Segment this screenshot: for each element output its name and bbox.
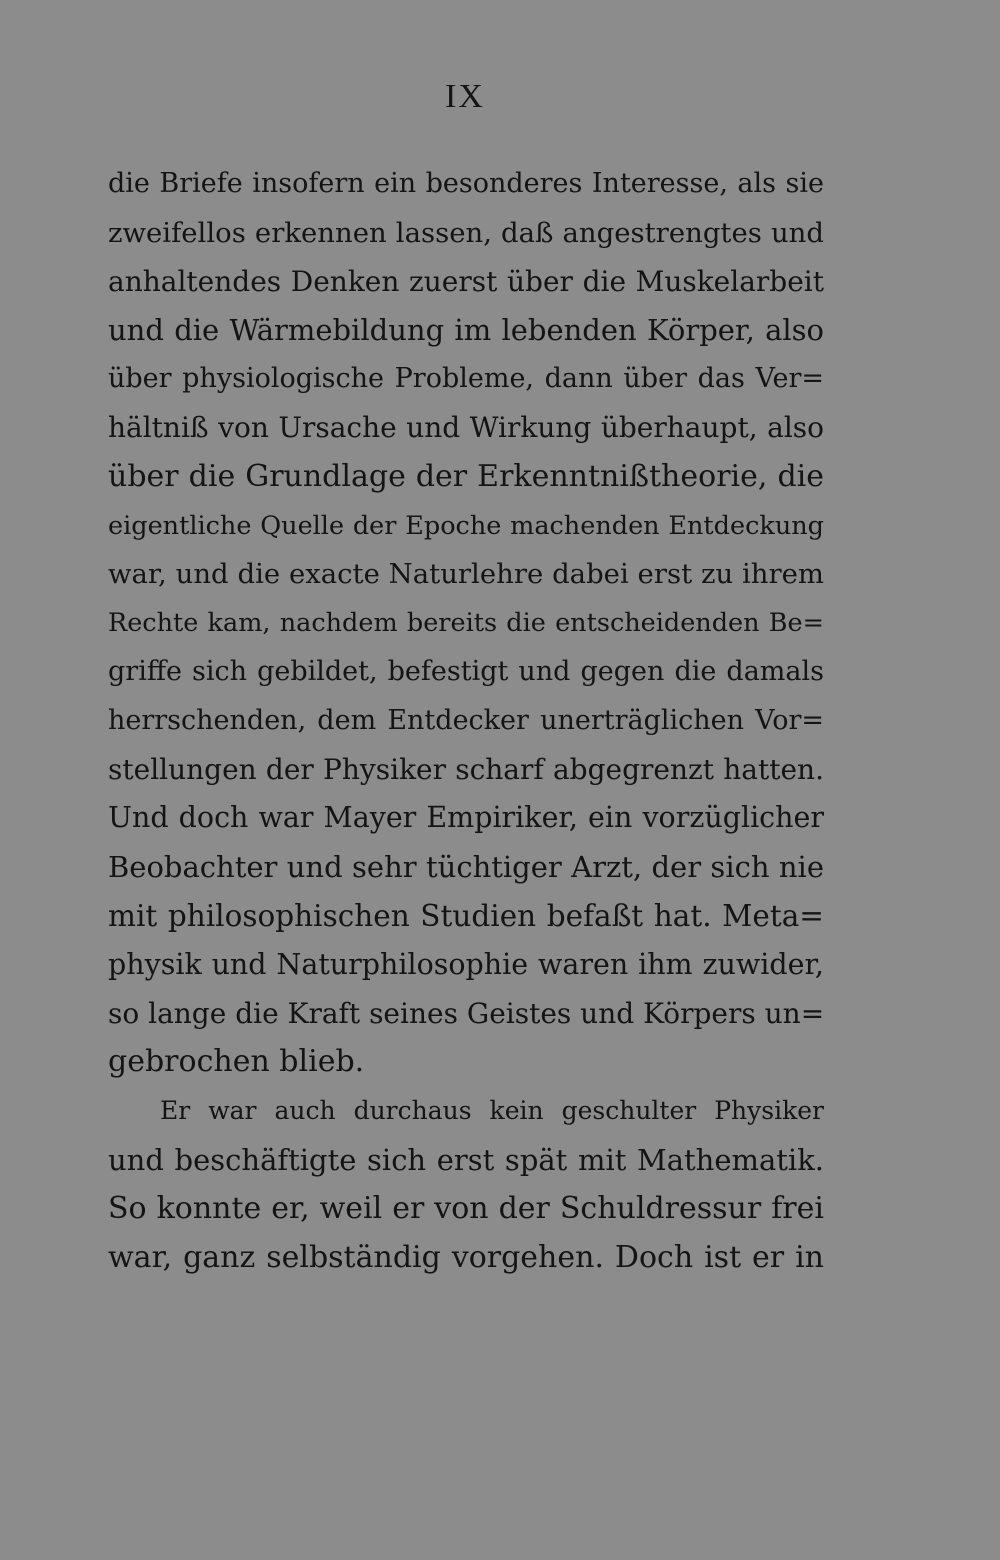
text-line: anhaltendes Denken zuerst über die Muskelarbeit	[108, 264, 824, 298]
text-line: und beschäftigte sich erst spät mit Mathematik.	[108, 1142, 824, 1177]
text-line: die Briefe insofern ein besonderes Interesse, als sie	[108, 168, 824, 199]
text-line: gebrochen blieb.	[108, 1044, 365, 1080]
text-line: und die Wärmebildung im lebenden Körper, also	[108, 313, 824, 348]
text-line: so lange die Kraft seines Geistes und Körpers un=	[108, 996, 825, 1030]
body-text	[108, 160, 824, 1282]
text-line: eigentliche Quelle der Epoche machenden Entdeckung	[108, 510, 824, 541]
paragraph-2	[108, 1087, 824, 1282]
text-line: So konnte er, weil er von der Schuldressur frei	[108, 1190, 824, 1226]
text-line: mit philosophischen Studien befaßt hat. Meta=	[108, 898, 824, 933]
text-line: griffe sich gebildet, befestigt und gegen die damals	[108, 655, 824, 687]
text-line: Rechte kam, nachdem bereits die entscheidenden Be=	[108, 608, 824, 639]
text-line: über physiologische Probleme, dann über das Ver=	[108, 363, 824, 395]
text-line: war, und die exacte Naturlehre dabei erst zu ihrem	[108, 558, 824, 591]
text-line: zweifellos erkennen lassen, daß angestrengtes und	[108, 216, 824, 249]
text-line: war, ganz selbständig vorgehen. Doch ist er in	[108, 1239, 824, 1275]
text-line: herrschenden, dem Entdecker unerträglichen Vor=	[108, 704, 824, 736]
paragraph-1	[108, 160, 824, 1087]
text-line: über die Grundlage der Erkenntnißtheorie, die	[108, 458, 824, 494]
text-line: Er war auch durchaus kein geschulter Physiker	[160, 1096, 824, 1126]
text-line: Beobachter und sehr tüchtiger Arzt, der sich nie	[108, 850, 824, 885]
text-line: stellungen der Physiker scharf abgegrenzt hatten.	[108, 752, 824, 786]
text-line: physik und Naturphilosophie waren ihm zuwider,	[108, 947, 824, 981]
text-line: hältniß von Ursache und Wirkung überhaupt, also	[108, 410, 824, 444]
page-number: IX	[445, 78, 485, 115]
text-line: Und doch war Mayer Empiriker, ein vorzüglicher	[108, 801, 824, 835]
